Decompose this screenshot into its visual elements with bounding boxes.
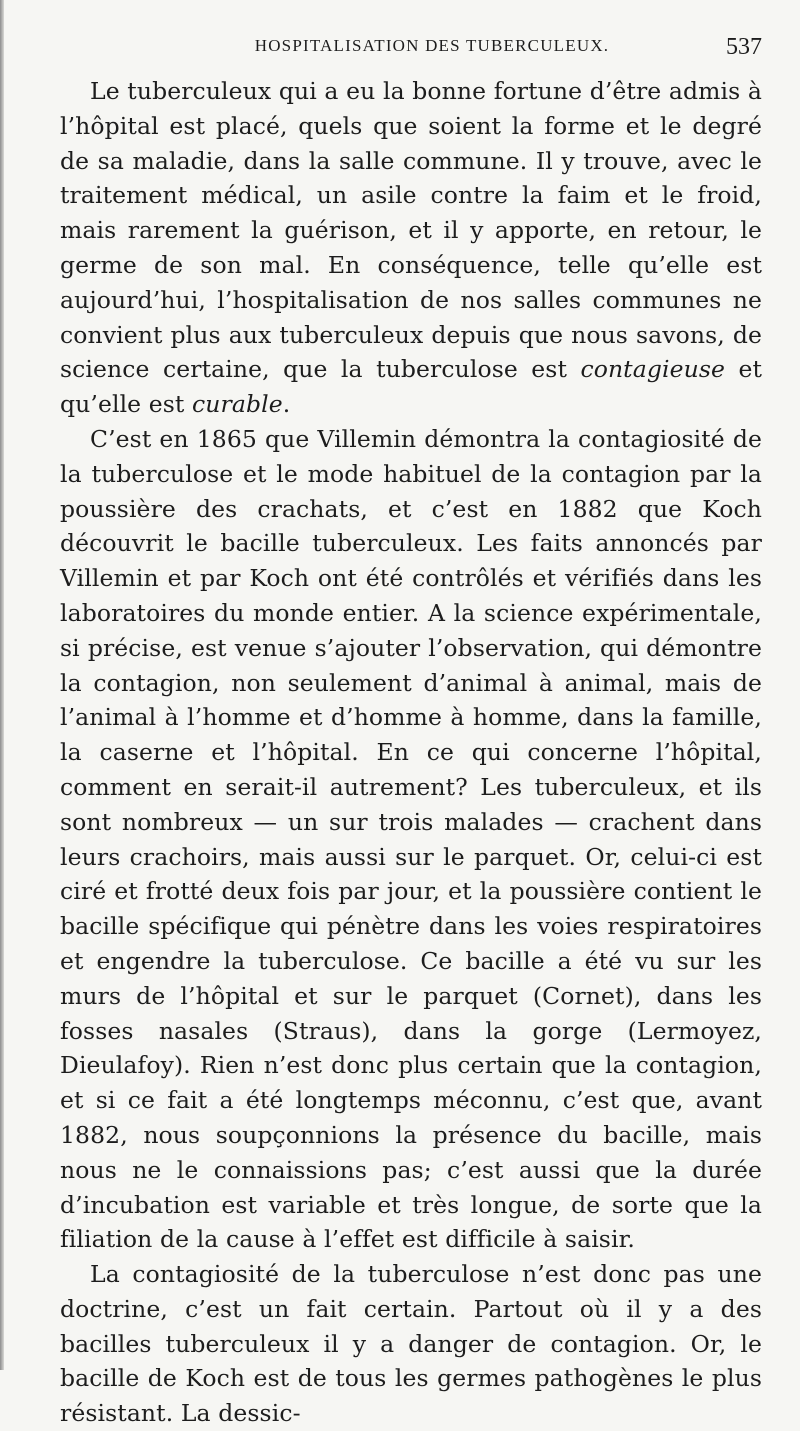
body-text	[60, 74, 762, 1431]
text-run: et qu’elle est	[60, 355, 762, 419]
paragraph	[60, 1257, 762, 1431]
text-run: La contagiosité de la tuberculose n’est donc pas une doctrine, c’est un fait certain. Partout où il y a des bacilles tuberculeux il y a danger de contagion. Or, le bacille de Koch est de tous les germes pathogènes le plus résistant. La dessic-	[60, 1260, 762, 1428]
paragraph	[60, 422, 762, 1257]
italic-term: curable	[192, 390, 283, 419]
text-run: Le tuberculeux qui a eu la bonne fortune d’être admis à l’hôpital est placé, quels que soient la forme et le degré de sa maladie, dans la salle commune. Il y trouve, avec le traitement médical, un asile contre la faim et le froid, mais rarement la guérison, et il y apporte, en retour, le germe de son mal. En conséquence, telle qu’elle est aujourd’hui, l’hospitalisation de nos salles communes ne convient plus aux tuberculeux depuis que nous savons, de science certaine, que la tuberculose est	[60, 77, 762, 384]
page-binding-edge	[0, 0, 4, 1370]
italic-term: contagieuse	[580, 355, 726, 384]
paragraph	[60, 74, 762, 422]
running-head	[62, 34, 762, 62]
text-run: C’est en 1865 que Villemin démontra la contagiosité de la tuberculose et le mode habituel de la contagion par la poussière des crachats, et c’est en 1882 que Koch découvrit le bacille tuberculeux. Les faits annoncés par Villemin et par Koch ont été contrôlés et vérifiés dans les laboratoires du monde entier. A la science expérimentale, si précise, est venue s’ajouter l’observation, qui démontre la contagion, non seulement d’animal à animal, mais de l’animal à l’homme et d’homme à homme, dans la famille, la caserne et l’hôpital. En ce qui concerne l’hôpital, comment en serait-il autrement? Les tuberculeux, et ils sont nombreux — un sur trois malades — crachent dans leurs crachoirs, mais aussi sur le parquet. Or, celui-ci est ciré et frotté deux fois par jour, et la poussière contient le bacille spécifique qui pénètre dans les voies respiratoires et engendre la tuberculose. Ce bacille a été vu sur les murs de l’hôpital et sur le parquet (Cornet), dans les fosses nasales (Straus), dans la gorge (Lermoyez, Dieulafoy). Rien n’est donc plus certain que la contagion, et si ce fait a été longtemps méconnu, c’est que, avant 1882, nous soupçonnions la présence du bacille, mais nous ne le connaissions pas; c’est aussi que la durée d’incubation est variable et très longue, de sorte que la filiation de la cause à l’effet est difficile à saisir.	[60, 424, 762, 1254]
text-run: .	[282, 390, 291, 419]
page-number: 537	[726, 34, 762, 60]
running-title: HOSPITALISATION DES TUBERCULEUX.	[254, 36, 610, 55]
